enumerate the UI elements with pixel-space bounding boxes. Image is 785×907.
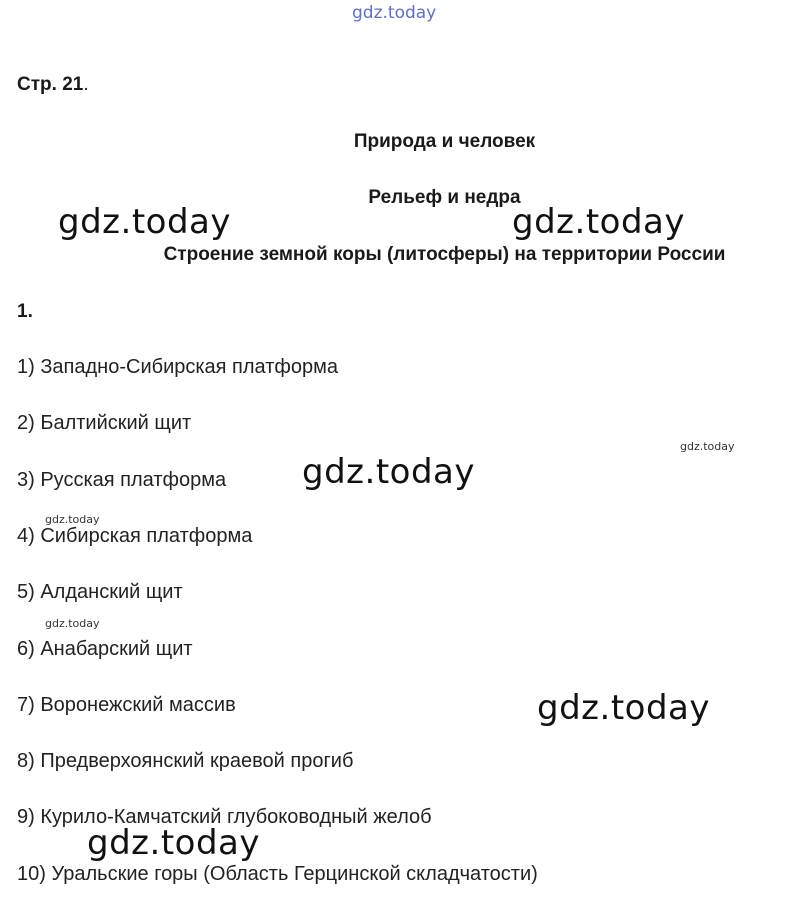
watermark-large: gdz.today	[58, 202, 231, 242]
watermark-large: gdz.today	[87, 823, 260, 863]
watermark-small: gdz.today	[45, 513, 100, 526]
watermark-large: gdz.today	[302, 452, 475, 492]
watermark-small: gdz.today	[45, 617, 100, 630]
watermark-large: gdz.today	[512, 202, 685, 242]
chapter-heading: Рельеф и недра	[368, 187, 521, 208]
page-reference	[17, 74, 89, 96]
answer-item-9: 9) Курило-Камчатский глубоководный желоб	[17, 806, 432, 828]
topic-heading: Строение земной коры (литосферы) на территории России	[163, 244, 726, 265]
answer-item-5: 5) Алданский щит	[17, 581, 183, 603]
answer-item-4: 4) Сибирская платформа	[17, 525, 253, 547]
page-reference-text: Стр. 21	[17, 74, 84, 95]
answer-item-1: 1) Западно-Сибирская платформа	[17, 356, 338, 378]
answer-item-2: 2) Балтийский щит	[17, 412, 192, 434]
answer-item-6: 6) Анабарский щит	[17, 638, 193, 660]
page-reference-dot: .	[83, 74, 89, 95]
answer-item-8: 8) Предверхоянский краевой прогиб	[17, 750, 354, 772]
watermark-small: gdz.today	[680, 440, 735, 453]
answer-item-7: 7) Воронежский массив	[17, 694, 236, 716]
watermark-large: gdz.today	[537, 688, 710, 728]
section-heading: Природа и человек	[353, 131, 536, 152]
task-number: 1.	[17, 301, 33, 322]
answer-item-10: 10) Уральские горы (Область Герцинской складчатости)	[17, 863, 538, 885]
watermark-top: gdz.today	[352, 3, 437, 23]
answer-item-3: 3) Русская платформа	[17, 469, 227, 491]
